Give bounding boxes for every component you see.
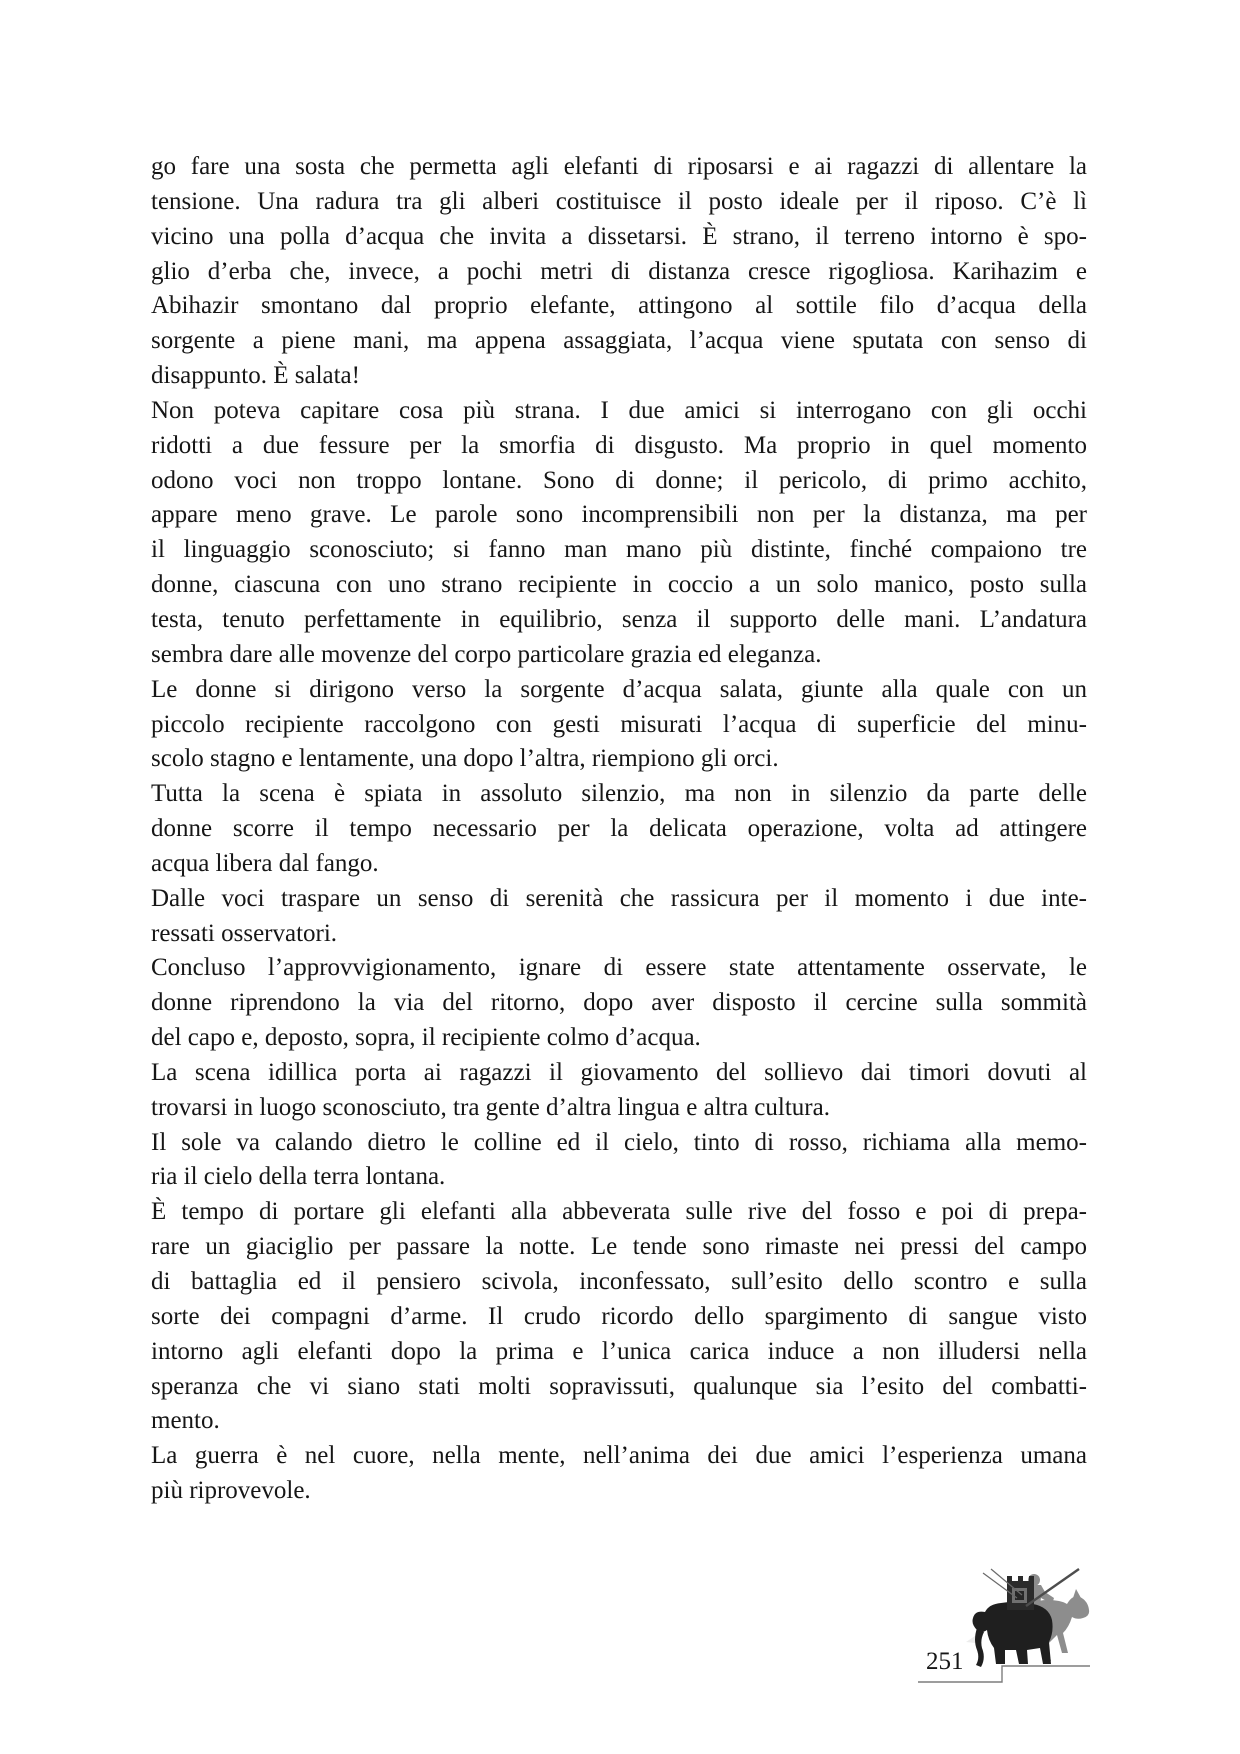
paragraph bbox=[151, 1126, 1087, 1196]
text-line: ressati osservatori. bbox=[151, 919, 338, 947]
paragraph bbox=[151, 1439, 1087, 1509]
text-line: La guerra è nel cuore, nella mente, nell’anima dei due amici l’esperienza umana bbox=[151, 1442, 1087, 1470]
text-line: donne scorre il tempo necessario per la delicata operazione, volta ad attingere bbox=[151, 815, 1087, 843]
elephant-rider-ornament-icon bbox=[955, 1548, 1095, 1668]
text-line: sorte dei compagni d’arme. Il crudo ricordo dello spargimento di sangue visto bbox=[151, 1302, 1087, 1330]
text-line: intorno agli elefanti dopo la prima e l’unica carica induce a non illudersi nella bbox=[151, 1337, 1087, 1365]
text-line: Non poteva capitare cosa più strana. I due amici si interrogano con gli occhi bbox=[151, 396, 1087, 424]
page-number: 251 bbox=[926, 1648, 964, 1675]
paragraph bbox=[151, 882, 1087, 952]
text-line: Le donne si dirigono verso la sorgente d’acqua salata, giunte alla quale con un bbox=[151, 675, 1087, 703]
text-line: sembra dare alle movenze del corpo particolare grazia ed eleganza. bbox=[151, 640, 822, 668]
paragraph bbox=[151, 394, 1087, 673]
text-line: speranza che vi siano stati molti sopravissuti, qualunque sia l’esito del combatti- bbox=[151, 1372, 1087, 1400]
paragraph bbox=[151, 673, 1087, 778]
text-line: go fare una sosta che permetta agli elefanti di riposarsi e ai ragazzi di allentare la bbox=[151, 153, 1087, 180]
paragraph bbox=[151, 150, 1087, 394]
text-line: ria il cielo della terra lontana. bbox=[151, 1163, 446, 1191]
text-line: testa, tenuto perfettamente in equilibrio, senza il supporto delle mani. L’andatura bbox=[151, 605, 1087, 633]
text-line: di battaglia ed il pensiero scivola, inconfessato, sull’esito dello scontro e sulla bbox=[151, 1268, 1087, 1295]
text-line: disappunto. È salata! bbox=[151, 362, 360, 390]
text-line: donne riprendono la via del ritorno, dopo aver disposto il cercine sulla sommità bbox=[151, 989, 1087, 1017]
text-line: il linguaggio sconosciuto; si fanno man mano più distinte, finché compaiono tre bbox=[151, 536, 1087, 564]
paragraph bbox=[151, 951, 1087, 1056]
text-block bbox=[151, 150, 1087, 1509]
text-line: ridotti a due fessure per la smorfia di disgusto. Ma proprio in quel momento bbox=[151, 431, 1087, 459]
text-line: Tutta la scena è spiata in assoluto silenzio, ma non in silenzio da parte delle bbox=[151, 780, 1087, 808]
text-line: appare meno grave. Le parole sono incomprensibili non per la distanza, ma per bbox=[151, 501, 1087, 529]
text-line: Il sole va calando dietro le colline ed il cielo, tinto di rosso, richiama alla memo- bbox=[151, 1128, 1087, 1156]
text-line: piccolo recipiente raccolgono con gesti misurati l’acqua di superficie del minu- bbox=[151, 710, 1087, 738]
text-line: È tempo di portare gli elefanti alla abbeverata sulle rive del fosso e poi di prepa- bbox=[151, 1198, 1087, 1226]
text-line: donne, ciascuna con uno strano recipiente in coccio a un solo manico, posto sulla bbox=[151, 571, 1087, 599]
text-line: vicino una polla d’acqua che invita a dissetarsi. È strano, il terreno intorno è spo- bbox=[151, 222, 1087, 250]
text-line: del capo e, deposto, sopra, il recipiente colmo d’acqua. bbox=[151, 1024, 701, 1052]
text-line: trovarsi in luogo sconosciuto, tra gente d’altra lingua e altra cultura. bbox=[151, 1093, 830, 1121]
text-line: glio d’erba che, invece, a pochi metri di distanza cresce rigogliosa. Karihazim e bbox=[151, 257, 1087, 285]
text-line: rare un giaciglio per passare la notte. Le tende sono rimaste nei pressi del campo bbox=[151, 1233, 1087, 1261]
text-line: scolo stagno e lentamente, una dopo l’altra, riempiono gli orci. bbox=[151, 745, 779, 773]
text-line: mento. bbox=[151, 1407, 220, 1435]
text-line: sorgente a piene mani, ma appena assaggiata, l’acqua viene sputata con senso di bbox=[151, 327, 1087, 355]
text-line: Dalle voci traspare un senso di serenità che rassicura per il momento i due inte- bbox=[151, 884, 1087, 912]
paragraph bbox=[151, 1056, 1087, 1126]
text-line: Concluso l’approvvigionamento, ignare di essere state attentamente osservate, le bbox=[151, 954, 1087, 982]
text-line: acqua libera dal fango. bbox=[151, 849, 379, 877]
text-line: La scena idillica porta ai ragazzi il giovamento del sollievo dai timori dovuti al bbox=[151, 1058, 1087, 1086]
text-line: tensione. Una radura tra gli alberi costituisce il posto ideale per il riposo. C’è lì bbox=[151, 187, 1087, 215]
paragraph bbox=[151, 777, 1087, 882]
text-line: Abihazir smontano dal proprio elefante, attingono al sottile filo d’acqua della bbox=[151, 292, 1087, 320]
paragraph bbox=[151, 1195, 1087, 1439]
text-line: più riprovevole. bbox=[151, 1477, 311, 1505]
text-line: odono voci non troppo lontane. Sono di donne; il pericolo, di primo acchito, bbox=[151, 466, 1087, 494]
